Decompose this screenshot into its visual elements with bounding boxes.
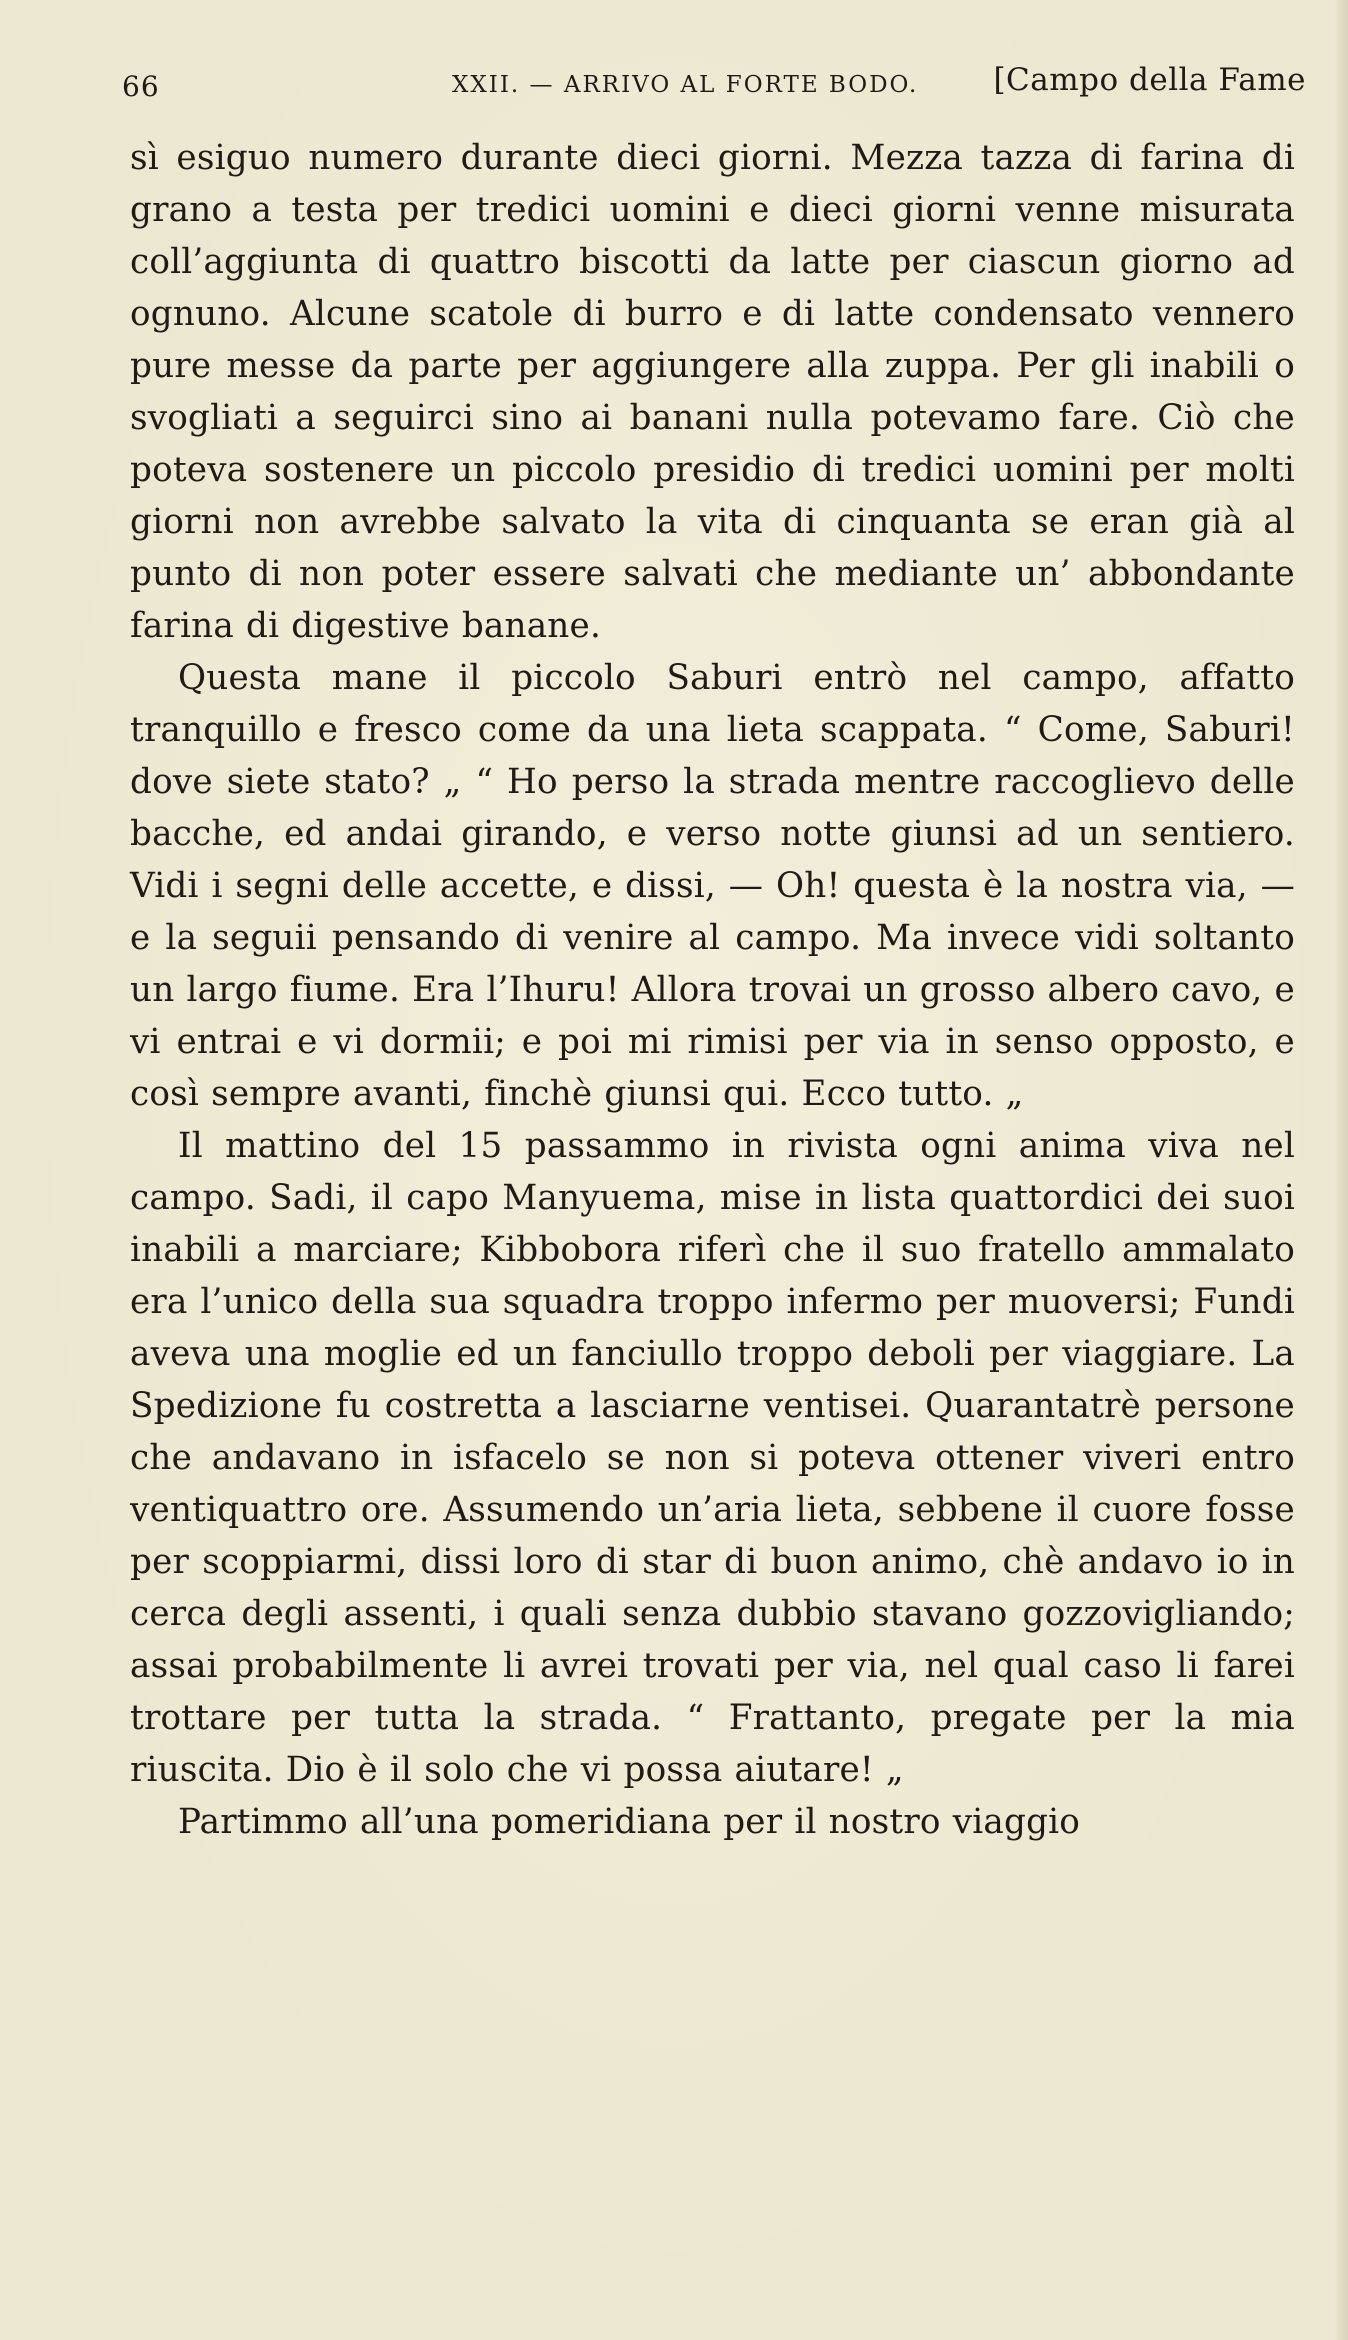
page-edge-shadow [1334,0,1348,2340]
running-title: XXII. — ARRIVO AL FORTE BODO. [452,72,919,98]
paragraph: Partimmo all’una pomeridiana per il nostro viaggio [178,1802,1081,1842]
paragraph-continued: sì esiguo numero durante dieci giorni. Mezza tazza di farina di grano a testa per tredici uomini e dieci giorni venne misurata coll’aggiunta di quattro biscotti da latte per ciascun giorno ad ognuno. Alcune scatole di burro e di latte condensato vennero pure messe da parte per aggiungere alla zuppa. Per gli inabili o svogliati a seguirci sino ai banani nulla potevamo fare. Ciò che poteva sostenere un piccolo presidio di tredici uomini per molti giorni non avrebbe salvato la vita di cinquanta se eran già al punto di non poter essere salvati che mediante un’ abbondante farina di digestive banane. [130,138,1295,646]
paragraph: Il mattino del 15 passammo in rivista ogni anima viva nel campo. Sadi, il capo Manyuema, mise in lista quattordici dei suoi inabili a marciare; Kibbobora riferì che il suo fratello ammalato era l’unico della sua squadra troppo infermo per muoversi; Fundi aveva una moglie ed un fanciullo troppo deboli per viaggiare. La Spedizione fu costretta a lasciarne ventisei. Quarantatrè persone che andavano in isfacelo se non si poteva ottener viveri entro ventiquattro ore. Assumendo un’aria lieta, sebbene il cuore fosse per scoppiarmi, dissi loro di star di buon animo, chè andavo io in cerca degli assenti, i quali senza dubbio stavano gozzovigliando; assai probabilmente li avrei trovati per via, nel qual caso li farei trottare per tutta la strada. “ Frattanto, pregate per la mia riuscita. Dio è il solo che vi possa aiutare! „ [130,1126,1295,1790]
paragraph: Questa mane il piccolo Saburi entrò nel campo, affatto tranquillo e fresco come da una lieta scappata. “ Come, Saburi! dove siete stato? „ “ Ho perso la strada mentre raccoglievo delle bacche, ed andai girando, e verso notte giunsi ad un sentiero. Vidi i segni delle accette, e dissi, — Oh! questa è la nostra via, — e la seguii pensando di venire al campo. Ma invece vidi soltanto un largo fiume. Era l’Ihuru! Allora trovai un grosso albero cavo, e vi entrai e vi dormii; e poi mi rimisi per via in senso opposto, e così sempre avanti, finchè giunsi qui. Ecco tutto. „ [130,658,1295,1114]
page-number: 66 [122,70,160,103]
body-text [130,132,1295,1848]
section-title: [Campo della Fame [993,62,1306,98]
page-header [122,62,1306,110]
